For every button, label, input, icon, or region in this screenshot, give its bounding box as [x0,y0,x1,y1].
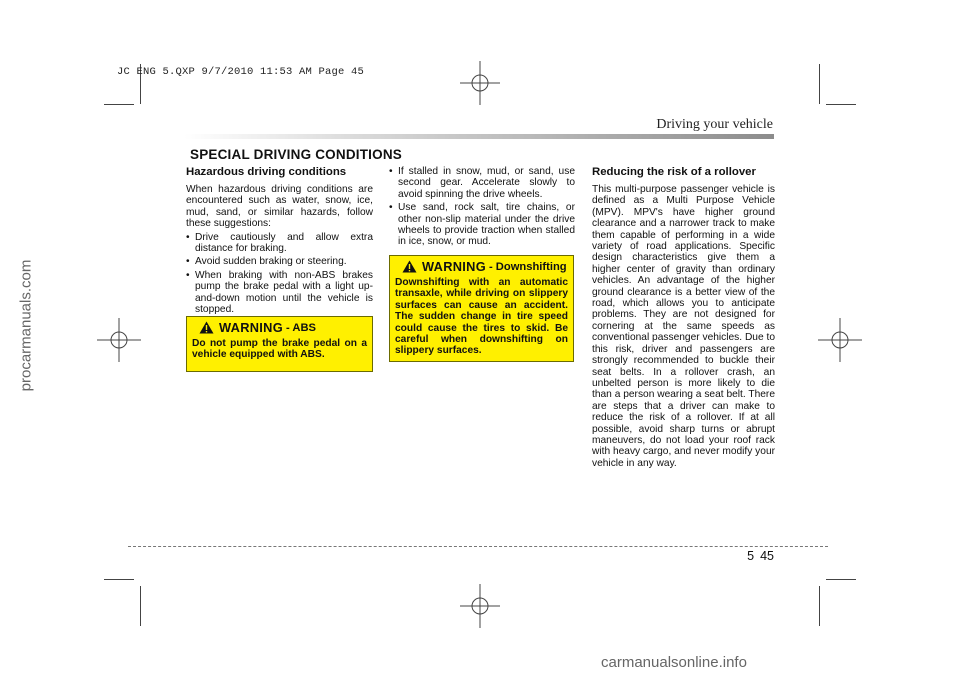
list-item: • Use sand, rock salt, tire chains, or other non-slip material under the drive wheels to provide traction when stalled in ice, snow, or mud. [389,202,575,248]
bullet-list [389,166,575,248]
page-title: SPECIAL DRIVING CONDITIONS [190,147,402,162]
paragraph-rollover: This multi-purpose passenger vehicle is defined as a Multi Purpose Vehicle (MPV). MPV's have higher ground clearance and a narrower track to make them capable of performing in a wide variety of road applications. Specific design characteristics give them a higher center of gravity than ordinary vehicles. An advantage of the higher ground clearance is a better view of the road, which allows you to anticipate problems. They are not designed for cornering at the same speeds as conventional passenger vehicles. Due to this risk, driver and passengers are strongly recommended to buckle their seat belts. In a rollover crash, an unbelted person is more likely to die than a person wearing a seat belt. There are steps that a driver can make to reduce the risk of a rollover. If at all possible, avoid sharp turns or abrupt maneuvers, do not load your roof rack with heavy cargo, and never modify your vehicle in any way. [592,184,775,469]
list-item: • Avoid sudden braking or steering. [186,256,373,267]
warning-box-abs [186,316,373,372]
column-rollover [592,166,775,471]
crop-mark [826,579,856,580]
footer-rule [128,546,828,547]
list-item: • When braking with non-ABS brakes pump the brake pedal with a light up-and-down motion until the vehicle is stopped. [186,270,373,316]
heading-rollover: Reducing the risk of a rollover [592,166,756,178]
section-header: Driving your vehicle [656,117,773,132]
warning-word: WARNING [422,259,486,274]
heading-hazardous-driving: Hazardous driving conditions [186,166,347,178]
warning-box-downshifting [389,255,574,362]
registration-mark-icon [97,318,141,362]
warning-subtitle: - Downshifting [488,260,567,273]
warning-subtitle: - ABS [285,321,316,334]
warning-body: Downshifting with an automatic transaxle, while driving on slippery surfaces can cause an accident. The sudden change in tire speed could cause the tires to skid. Be careful when downshifting on slippery surfaces. [395,277,568,357]
print-slug: JC ENG 5.QXP 9/7/2010 11:53 AM Page 45 [117,66,365,78]
page-number [747,549,774,563]
crop-mark [826,104,856,105]
crop-mark [819,586,820,626]
bullet-list [186,232,373,316]
warning-title [402,259,568,274]
column-stalled-traction [389,166,575,250]
paragraph-intro: When hazardous driving conditions are encountered such as water, snow, ice, mud, sand, or similar hazards, follow these suggestions: [186,184,373,230]
warning-word: WARNING [219,320,283,335]
warning-title [199,320,367,335]
watermark-side: procarmanuals.com [17,259,35,392]
crop-mark [104,104,134,105]
column-hazardous-driving [186,166,373,317]
list-item: • If stalled in snow, mud, or sand, use second gear. Accelerate slowly to avoid spinning the drive wheels. [389,166,575,200]
header-rule [184,134,774,139]
registration-mark-icon [456,584,504,628]
watermark-bottom: carmanualsonline.info [601,654,747,671]
crop-mark [140,586,141,626]
registration-mark-icon [456,61,504,105]
chapter-number: 5 [747,549,755,563]
page-number-value: 45 [760,549,774,563]
registration-mark-icon [818,318,862,362]
crop-mark [104,579,134,580]
list-item: • Drive cautiously and allow extra distance for braking. [186,232,373,255]
warning-triangle-icon [402,260,417,273]
warning-body: Do not pump the brake pedal on a vehicle equipped with ABS. [192,338,367,361]
crop-mark [819,64,820,104]
warning-triangle-icon [199,321,214,334]
